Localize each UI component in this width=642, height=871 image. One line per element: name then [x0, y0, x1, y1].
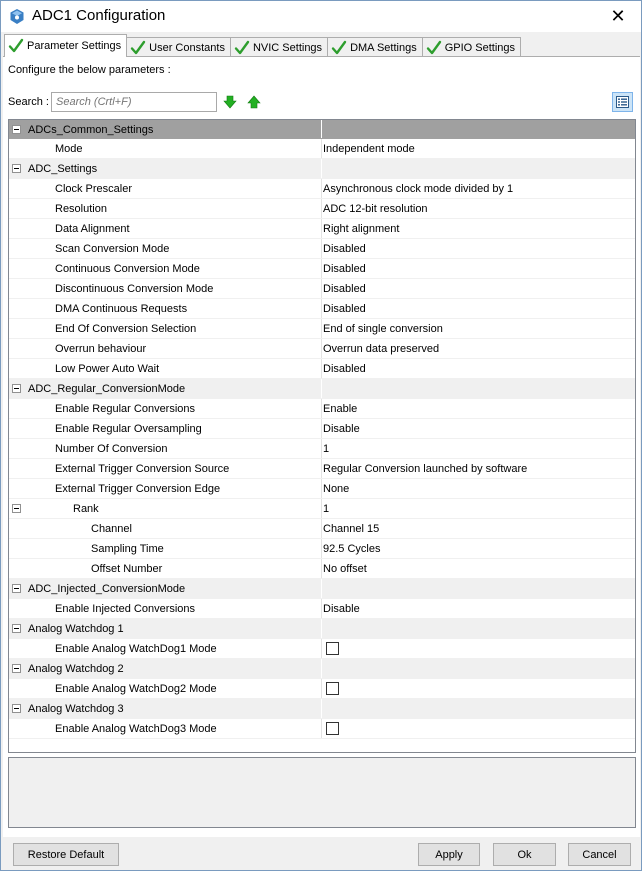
- parameter-value[interactable]: Overrun data preserved: [323, 343, 440, 355]
- list-view-icon: [616, 96, 629, 108]
- tab-label: DMA Settings: [350, 41, 417, 54]
- column-divider: [321, 599, 322, 618]
- parameter-value[interactable]: Disabled: [323, 283, 366, 295]
- column-divider: [321, 719, 322, 738]
- column-divider: [321, 559, 322, 578]
- parameter-row[interactable]: [9, 219, 635, 239]
- parameter-row[interactable]: [9, 459, 635, 479]
- parameter-row[interactable]: [9, 279, 635, 299]
- check-icon: [234, 40, 250, 56]
- parameter-row[interactable]: [9, 319, 635, 339]
- enable-checkbox[interactable]: [326, 722, 339, 735]
- parameter-row[interactable]: [9, 299, 635, 319]
- parameter-name: Enable Analog WatchDog3 Mode: [55, 723, 217, 735]
- configure-instructions: Configure the below parameters :: [8, 64, 171, 76]
- collapse-toggle-icon[interactable]: [12, 164, 21, 173]
- search-label: Search :: [8, 96, 49, 108]
- parameter-name: Overrun behaviour: [55, 343, 147, 355]
- column-divider: [321, 419, 322, 438]
- parameter-name: External Trigger Conversion Edge: [55, 483, 221, 495]
- collapse-toggle-icon[interactable]: [12, 584, 21, 593]
- subgroup-row[interactable]: [9, 499, 635, 519]
- parameter-settings-panel: [3, 56, 640, 837]
- parameter-value[interactable]: No offset: [323, 563, 367, 575]
- arrow-up-icon[interactable]: [247, 95, 261, 109]
- group-row[interactable]: [9, 379, 635, 399]
- parameter-name: Data Alignment: [55, 223, 130, 235]
- parameter-name: Discontinuous Conversion Mode: [55, 283, 214, 295]
- parameter-row[interactable]: [9, 639, 635, 659]
- parameter-value[interactable]: Asynchronous clock mode divided by 1: [323, 183, 514, 195]
- tab-nvic-settings[interactable]: [230, 37, 328, 57]
- parameter-name: Mode: [55, 143, 83, 155]
- parameter-value[interactable]: ADC 12-bit resolution: [323, 203, 428, 215]
- column-divider: [321, 299, 322, 318]
- column-divider: [321, 120, 322, 138]
- parameter-name: Analog Watchdog 3: [28, 703, 124, 715]
- parameter-value[interactable]: Disable: [323, 603, 360, 615]
- parameter-name: Enable Injected Conversions: [55, 603, 196, 615]
- parameter-value[interactable]: Enable: [323, 403, 358, 415]
- parameter-value[interactable]: Right alignment: [323, 223, 400, 235]
- group-row[interactable]: [9, 159, 635, 179]
- cancel-button[interactable]: Cancel: [568, 843, 631, 866]
- column-divider: [321, 379, 322, 398]
- parameter-row[interactable]: [9, 179, 635, 199]
- group-row[interactable]: [9, 619, 635, 639]
- parameter-name: Analog Watchdog 1: [28, 623, 124, 635]
- parameter-value[interactable]: Regular Conversion launched by software: [323, 463, 528, 475]
- ok-button[interactable]: Ok: [493, 843, 556, 866]
- parameter-value[interactable]: Disabled: [323, 263, 366, 275]
- parameter-value[interactable]: Channel 15: [323, 523, 380, 535]
- tab-label: NVIC Settings: [252, 41, 323, 54]
- column-divider: [321, 579, 322, 598]
- tab-dma-settings[interactable]: [327, 37, 423, 57]
- close-icon: ✕: [610, 6, 626, 26]
- tab-user-constants[interactable]: [126, 37, 231, 57]
- collapse-toggle-icon[interactable]: [12, 664, 21, 673]
- check-icon: [130, 40, 146, 56]
- column-divider: [321, 339, 322, 358]
- adc-config-icon: [10, 9, 24, 24]
- column-divider: [321, 679, 322, 698]
- collapse-toggle-icon[interactable]: [12, 125, 21, 134]
- column-divider: [321, 179, 322, 198]
- parameter-row[interactable]: [9, 199, 635, 219]
- parameter-name: Low Power Auto Wait: [55, 363, 160, 375]
- parameter-name: Offset Number: [91, 563, 163, 575]
- enable-checkbox[interactable]: [326, 642, 339, 655]
- parameter-name: Enable Analog WatchDog2 Mode: [55, 683, 217, 695]
- group-row[interactable]: [9, 699, 635, 719]
- parameter-name: End Of Conversion Selection: [55, 323, 197, 335]
- parameter-value[interactable]: Disable: [323, 423, 360, 435]
- column-divider: [321, 359, 322, 378]
- check-icon: [331, 40, 347, 56]
- collapse-toggle-icon[interactable]: [12, 384, 21, 393]
- parameter-row[interactable]: [9, 239, 635, 259]
- parameter-name: External Trigger Conversion Source: [55, 463, 230, 475]
- tab-label: GPIO Settings: [444, 41, 516, 54]
- title-bar: [1, 1, 641, 32]
- parameter-name: Enable Regular Oversampling: [55, 423, 202, 435]
- parameter-value[interactable]: Independent mode: [323, 143, 415, 155]
- collapse-toggle-icon[interactable]: [12, 504, 21, 513]
- column-divider: [321, 139, 322, 158]
- column-divider: [321, 619, 322, 638]
- parameter-name: ADC_Settings: [28, 163, 98, 175]
- column-divider: [321, 239, 322, 258]
- parameter-grid-rows: [9, 120, 635, 739]
- enable-checkbox[interactable]: [326, 682, 339, 695]
- column-divider: [321, 519, 322, 538]
- parameter-row[interactable]: [9, 539, 635, 559]
- parameter-value[interactable]: 1: [323, 503, 330, 515]
- check-icon: [8, 38, 24, 54]
- parameter-value[interactable]: 1: [323, 443, 330, 455]
- parameter-name: Clock Prescaler: [55, 183, 133, 195]
- parameter-value[interactable]: End of single conversion: [323, 323, 443, 335]
- close-button[interactable]: [595, 1, 641, 32]
- tab-gpio-settings[interactable]: [422, 37, 521, 57]
- restore-default-button[interactable]: Restore Default: [13, 843, 119, 866]
- group-row[interactable]: [9, 659, 635, 679]
- column-divider: [321, 499, 322, 518]
- parameter-row[interactable]: [9, 439, 635, 459]
- tab-label: Parameter Settings: [27, 40, 122, 52]
- column-divider: [321, 699, 322, 718]
- column-divider: [321, 459, 322, 478]
- parameter-value[interactable]: Disabled: [323, 303, 366, 315]
- column-divider: [321, 219, 322, 238]
- parameter-row[interactable]: [9, 359, 635, 379]
- arrow-down-icon[interactable]: [223, 95, 237, 109]
- parameter-value[interactable]: Disabled: [323, 243, 366, 255]
- parameter-name: Channel: [91, 523, 132, 535]
- column-divider: [321, 639, 322, 658]
- parameter-name: ADC_Regular_ConversionMode: [28, 383, 186, 395]
- parameter-name: Rank: [73, 503, 99, 515]
- group-row[interactable]: [9, 120, 635, 139]
- parameter-name: Enable Analog WatchDog1 Mode: [55, 643, 217, 655]
- list-view-button[interactable]: [612, 92, 633, 112]
- column-divider: [321, 199, 322, 218]
- collapse-toggle-icon[interactable]: [12, 624, 21, 633]
- parameter-name: Scan Conversion Mode: [55, 243, 170, 255]
- parameter-row[interactable]: [9, 719, 635, 739]
- parameter-name: Number Of Conversion: [55, 443, 168, 455]
- parameter-row[interactable]: [9, 419, 635, 439]
- parameter-row[interactable]: [9, 139, 635, 159]
- column-divider: [321, 259, 322, 278]
- parameter-row[interactable]: [9, 259, 635, 279]
- collapse-toggle-icon[interactable]: [12, 704, 21, 713]
- parameter-row[interactable]: [9, 479, 635, 499]
- column-divider: [321, 479, 322, 498]
- parameter-name: ADC_Injected_ConversionMode: [28, 583, 186, 595]
- tab-strip: [4, 34, 520, 57]
- parameter-name: Enable Regular Conversions: [55, 403, 196, 415]
- column-divider: [321, 659, 322, 678]
- apply-button[interactable]: Apply: [418, 843, 480, 866]
- column-divider: [321, 399, 322, 418]
- parameter-row[interactable]: [9, 339, 635, 359]
- parameter-row[interactable]: [9, 399, 635, 419]
- parameter-value[interactable]: Disabled: [323, 363, 366, 375]
- parameter-name: ADCs_Common_Settings: [28, 124, 154, 136]
- window-title: ADC1 Configuration: [32, 7, 166, 24]
- column-divider: [321, 439, 322, 458]
- column-divider: [321, 539, 322, 558]
- check-icon: [426, 40, 442, 56]
- column-divider: [321, 279, 322, 298]
- parameter-row[interactable]: [9, 599, 635, 619]
- parameter-grid: [8, 119, 636, 753]
- tab-label: User Constants: [149, 41, 225, 54]
- group-row[interactable]: [9, 579, 635, 599]
- search-input[interactable]: [51, 92, 217, 112]
- parameter-name: Resolution: [55, 203, 107, 215]
- tab-parameter-settings[interactable]: [4, 34, 127, 57]
- parameter-name: Analog Watchdog 2: [28, 663, 124, 675]
- parameter-row[interactable]: [9, 679, 635, 699]
- parameter-name: Continuous Conversion Mode: [55, 263, 200, 275]
- description-panel: [8, 757, 636, 828]
- column-divider: [321, 319, 322, 338]
- parameter-value[interactable]: None: [323, 483, 350, 495]
- parameter-name: DMA Continuous Requests: [55, 303, 188, 315]
- parameter-value[interactable]: 92.5 Cycles: [323, 543, 381, 555]
- parameter-row[interactable]: [9, 559, 635, 579]
- parameter-name: Sampling Time: [91, 543, 164, 555]
- parameter-row[interactable]: [9, 519, 635, 539]
- column-divider: [321, 159, 322, 178]
